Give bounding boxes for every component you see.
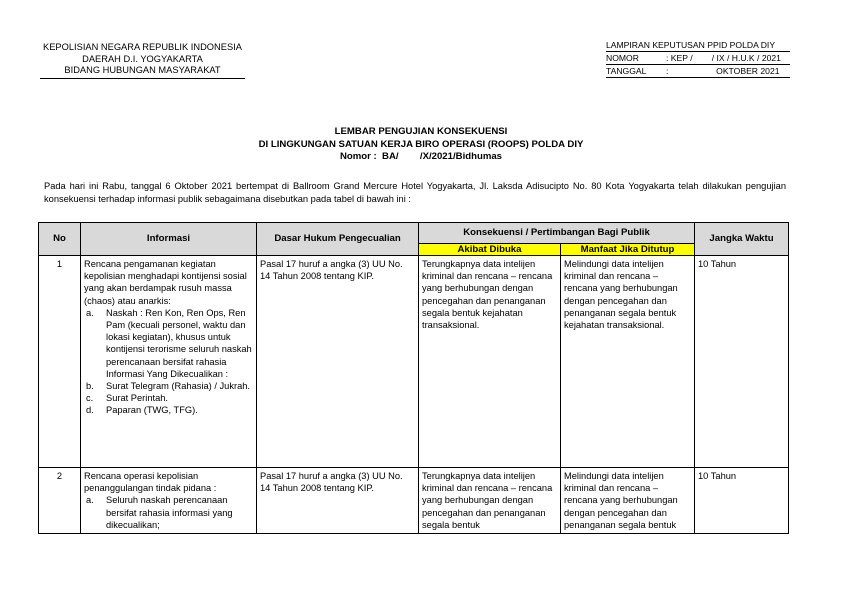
region-name: DAERAH D.I. YOGYAKARTA	[82, 53, 203, 64]
item-text: Naskah : Ren Kon, Ren Ops, Ren Pam (kecuali personel, waktu dan lokasi kegiatan), khusus untuk kontijensi terorisme seluruh naskah perencanaan bersifat rahasia Informasi Yang Dikecualikan :	[106, 307, 252, 379]
info-sublist	[84, 494, 253, 531]
header-dasar-hukum: Dasar Hukum Pengecualian	[257, 223, 419, 256]
header-informasi: Informasi	[81, 223, 257, 256]
title-line-3: Nomor : BA/ /X/2021/Bidhumas	[339, 151, 503, 162]
item-marker: a.	[86, 307, 94, 318]
institution-name: KEPOLISIAN NEGARA REPUBLIK INDONESIA	[43, 42, 242, 52]
attachment-title-row	[606, 39, 790, 52]
row-informasi	[81, 256, 257, 468]
attachment-title: LAMPIRAN KEPUTUSAN PPID POLDA DIY	[606, 40, 776, 50]
row-akibat-dibuka: Terungkapnya data intelijen kriminal dan rencana – rencana yang berhubungan dengan pencegahan dan penanganan segala bentuk	[419, 468, 561, 534]
tanggal-row	[606, 65, 790, 78]
document-title	[0, 126, 842, 164]
intro-paragraph: Pada hari ini Rabu, tanggal 6 Oktober 2021 bertempat di Ballroom Grand Mercure Hotel Yogyakarta, Jl. Laksda Adisucipto No. 80 Kota Yogyakarta telah dilakukan pengujian konsekuensi terhadap informasi publik sebagaimana disebutkan pada tabel di bawah ini :	[44, 181, 786, 204]
list-item	[84, 307, 253, 380]
tanggal-value: : OKTOBER 2021	[666, 66, 780, 76]
info-sublist	[84, 307, 253, 417]
title-line-2: DI LINGKUNGAN SATUAN KERJA BIRO OPERASI (ROOPS) POLDA DIY	[258, 138, 584, 150]
row-dasar-hukum: Pasal 17 huruf a angka (3) UU No. 14 Tahun 2008 tentang KIP.	[257, 468, 419, 534]
tanggal-label: TANGGAL	[606, 66, 647, 76]
item-marker: a.	[86, 495, 94, 506]
item-text: Surat Perintah.	[106, 393, 169, 404]
row-dasar-hukum: Pasal 17 huruf a angka (3) UU No. 14 Tahun 2008 tentang KIP.	[257, 256, 419, 468]
row-jangka-waktu: 10 Tahun	[695, 468, 789, 534]
item-text: Seluruh naskah perencanaan bersifat rahasia informasi yang dikecualikan;	[106, 495, 233, 530]
row-jangka-waktu: 10 Tahun	[695, 256, 789, 468]
division-name: BIDANG HUBUNGAN MASYARAKAT	[40, 65, 245, 79]
item-marker: d.	[86, 405, 94, 416]
list-item	[84, 404, 253, 416]
row-informasi	[81, 468, 257, 534]
row-akibat-dibuka: Terungkapnya data intelijen kriminal dan rencana – rencana yang berhubungan dengan pencegahan dan penanganan segala bentuk kejahatan transaksional.	[419, 256, 561, 468]
list-item	[84, 494, 253, 531]
nomor-value: : KEP / / IX / H.U.K / 2021	[666, 53, 781, 63]
list-item	[84, 380, 253, 392]
info-intro-text: Rencana pengamanan kegiatan kepolisian menghadapi kontijensi sosial yang akan berdampak rusuh massa (chaos) atau anarkis:	[84, 259, 247, 306]
item-text: Paparan (TWG, TFG).	[106, 405, 198, 416]
row-manfaat-ditutup: Melindungi data intelijen kriminal dan rencana – rencana yang berhubungan dengan pencegahan dan penanganan segala bentuk kejahatan transaksional.	[561, 256, 695, 468]
title-line-1: LEMBAR PENGUJIAN KONSEKUENSI	[334, 126, 508, 137]
item-marker: b.	[86, 381, 94, 392]
item-marker: c.	[86, 393, 94, 404]
table-row	[39, 256, 789, 468]
header-right-block	[606, 39, 790, 78]
header-jangka-waktu: Jangka Waktu	[695, 223, 789, 256]
info-intro-text: Rencana operasi kepolisian penanggulangan tindak pidana :	[84, 471, 217, 494]
row-manfaat-ditutup: Melindungi data intelijen kriminal dan rencana – rencana yang berhubungan dengan pencegahan dan penanganan segala bentuk	[561, 468, 695, 534]
consequence-table	[38, 222, 789, 534]
row-number: 2	[39, 468, 81, 534]
header-manfaat-ditutup: Manfaat Jika Ditutup	[561, 244, 695, 256]
header-akibat-dibuka: Akibat Dibuka	[419, 244, 561, 256]
row-number: 1	[39, 256, 81, 468]
nomor-row	[606, 52, 790, 65]
header-no: No	[39, 223, 81, 256]
header-konsekuensi: Konsekuensi / Pertimbangan Bagi Publik	[419, 223, 695, 244]
nomor-label: NOMOR	[606, 53, 639, 63]
header-left-block	[40, 42, 245, 79]
table-row	[39, 468, 789, 534]
list-item	[84, 392, 253, 404]
item-text: Surat Telegram (Rahasia) / Jukrah.	[106, 381, 250, 392]
